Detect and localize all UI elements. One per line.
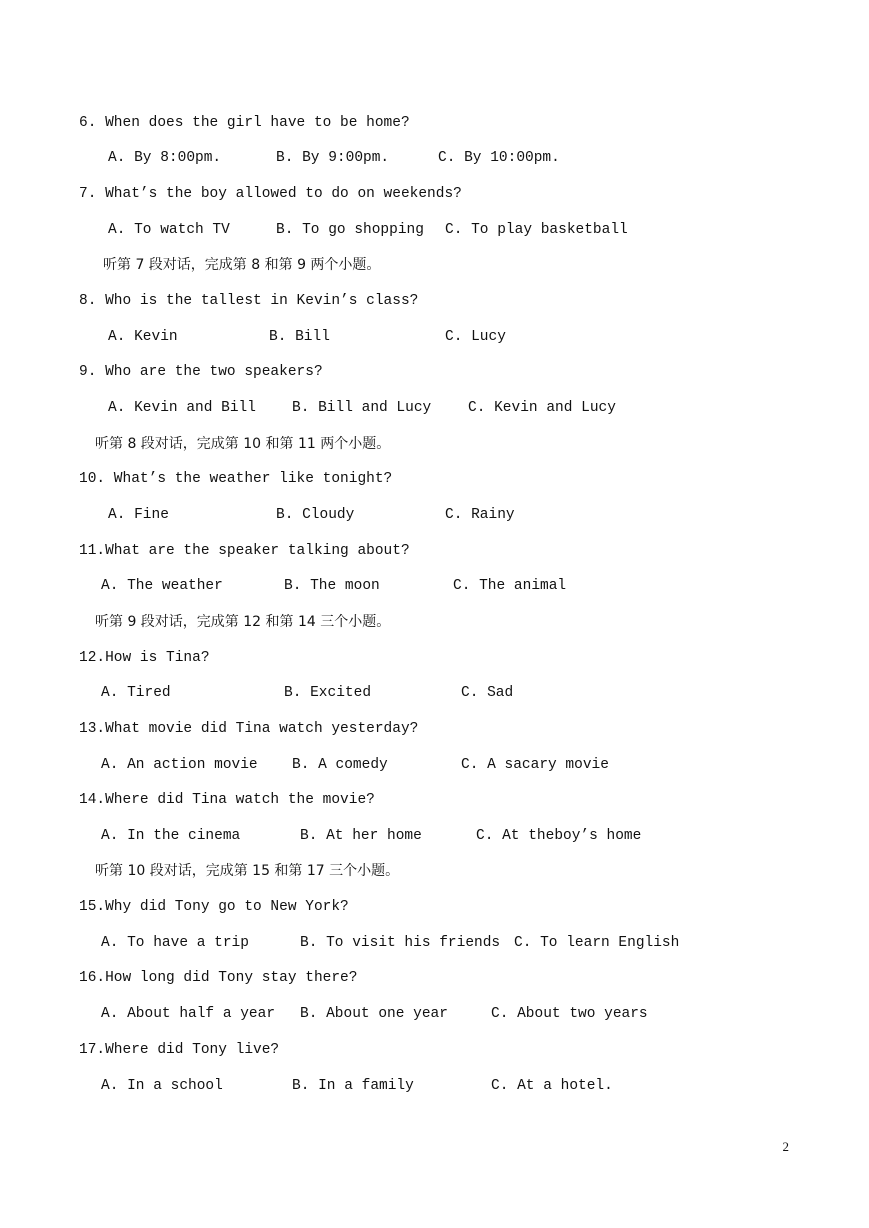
option-9a: A. Kevin and Bill (108, 400, 256, 416)
option-13b: B. A comedy (292, 757, 388, 773)
option-9c: C. Kevin and Lucy (468, 400, 616, 416)
question-10: 10. What’s the weather like tonight? (79, 471, 393, 487)
section-heading-10: 听第 10 段对话，完成第 15 和第 17 三个小题。 (95, 863, 400, 879)
option-6c: C. By 10:00pm. (438, 150, 560, 166)
option-10a: A. Fine (108, 507, 169, 523)
option-13a: A. An action movie (101, 757, 258, 773)
page-number: 2 (782, 1139, 789, 1154)
option-8b: B. Bill (269, 329, 330, 345)
option-7b: B. To go shopping (276, 222, 424, 238)
option-9b: B. Bill and Lucy (292, 400, 432, 416)
option-13c: C. A sacary movie (461, 757, 609, 773)
option-11c: C. The animal (453, 578, 567, 594)
option-17c: C. At a hotel. (491, 1078, 613, 1094)
option-16a: A. About half a year (101, 1006, 276, 1022)
question-9: 9. Who are the two speakers? (79, 364, 323, 380)
option-8a: A. Kevin (108, 329, 178, 345)
question-13: 13.What movie did Tina watch yesterday? (79, 721, 419, 737)
option-14b: B. At her home (300, 828, 422, 844)
option-12c: C. Sad (461, 685, 514, 701)
option-11b: B. The moon (284, 578, 380, 594)
option-10b: B. Cloudy (276, 507, 355, 523)
option-17b: B. In a family (292, 1078, 414, 1094)
question-15: 15.Why did Tony go to New York? (79, 899, 349, 915)
question-8: 8. Who is the tallest in Kevin’s class? (79, 293, 419, 309)
option-10c: C. Rainy (445, 507, 515, 523)
option-14c: C. At theboy’s home (476, 828, 642, 844)
option-7a: A. To watch TV (108, 222, 230, 238)
option-6b: B. By 9:00pm. (276, 150, 390, 166)
question-7: 7. What’s the boy allowed to do on weekends? (79, 186, 462, 202)
question-17: 17.Where did Tony live? (79, 1042, 280, 1058)
option-17a: A. In a school (101, 1078, 223, 1094)
question-6: 6. When does the girl have to be home? (79, 115, 410, 131)
option-8c: C. Lucy (445, 329, 506, 345)
question-11: 11.What are the speaker talking about? (79, 543, 410, 559)
option-15c: C. To learn English (514, 935, 680, 951)
section-heading-7: 听第 7 段对话，完成第 8 和第 9 两个小题。 (103, 257, 381, 273)
question-16: 16.How long did Tony stay there? (79, 970, 358, 986)
option-11a: A. The weather (101, 578, 223, 594)
section-heading-9: 听第 9 段对话，完成第 12 和第 14 三个小题。 (95, 614, 391, 630)
option-16c: C. About two years (491, 1006, 648, 1022)
option-15b: B. To visit his friends (300, 935, 501, 951)
option-12b: B. Excited (284, 685, 372, 701)
question-14: 14.Where did Tina watch the movie? (79, 792, 375, 808)
section-heading-8: 听第 8 段对话，完成第 10 和第 11 两个小题。 (95, 436, 391, 452)
option-15a: A. To have a trip (101, 935, 249, 951)
option-6a: A. By 8:00pm. (108, 150, 222, 166)
question-12: 12.How is Tina? (79, 650, 210, 666)
option-7c: C. To play basketball (445, 222, 628, 238)
option-12a: A. Tired (101, 685, 171, 701)
option-14a: A. In the cinema (101, 828, 241, 844)
option-16b: B. About one year (300, 1006, 448, 1022)
